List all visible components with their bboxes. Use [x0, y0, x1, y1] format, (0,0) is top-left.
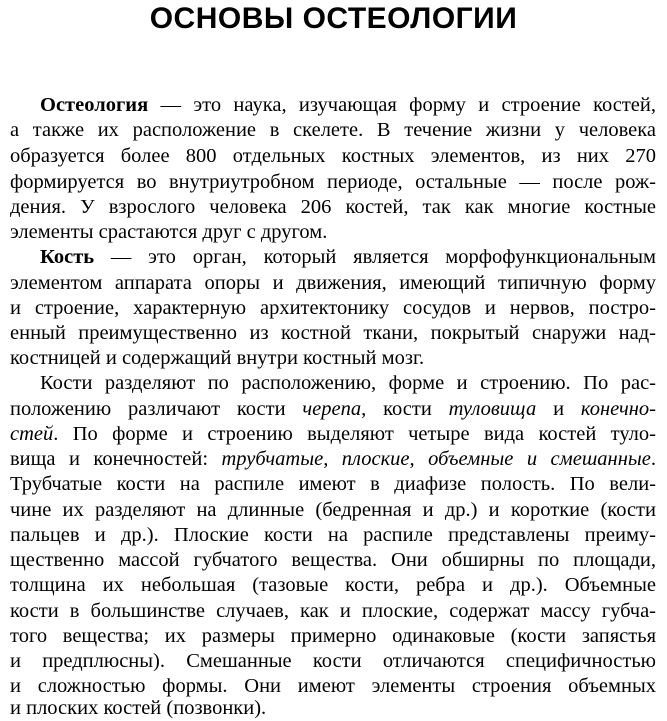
text-span: и [536, 398, 581, 420]
text-line: толщина их небольшая (тазовые кости, ребра и др.). Объемные [10, 574, 656, 596]
text-line: элементы срастаются друг с другом. [10, 221, 328, 243]
text-line: того вещества; их размеры примерно одинаковые (кости запястья [10, 625, 656, 647]
text-line: щественно массой губчатого вещества. Они обширны по площади, [10, 549, 656, 571]
text-line [10, 447, 656, 471]
text-line: а также их расположение в скелете. В течение жизни у человека [10, 119, 656, 141]
text-line: пальцев и др.). Плоские кости на распиле представлены преиму- [10, 524, 656, 546]
text-line: костницей и содержащий внутри костный мозг. [10, 347, 425, 369]
text-line: Кости разделяют по расположению, форме и строению. По рас- [40, 372, 656, 394]
text-line: кости в большинстве случаев, как и плоские, содержат массу губча- [10, 600, 656, 622]
italic-term: туловища [448, 398, 537, 420]
text-line: енный преимущественно из костной ткани, покрытый снаружи над- [10, 322, 656, 344]
text-span: — это наука, изучающая форму и строение костей, [148, 94, 656, 116]
text-line [10, 422, 656, 446]
text-line: и плоских костей (позвонки). [10, 697, 267, 719]
text-span: . По форме и строению выделяют четыре вида костей туло- [53, 423, 656, 445]
text-line: формируется во внутриутробном периоде, остальные — после рож- [10, 171, 656, 193]
text-span: . [650, 448, 656, 470]
text-line: Трубчатые кости на распиле имеют в диафизе полость. По вели- [10, 473, 656, 495]
term-osteology: Остеология [40, 94, 149, 116]
italic-term: черепа [302, 398, 362, 420]
text-span: , кости [361, 398, 449, 420]
text-span: — это орган, который является морфофункциональным [94, 246, 656, 268]
text-line: дения. У взрослого человека 206 костей, так как многие костные [10, 196, 656, 218]
text-line: и предплюсны). Смешанные кости отличаются специфичностью [10, 650, 656, 672]
page-title: ОСНОВЫ ОСТЕОЛОГИИ [149, 2, 518, 35]
text-line [10, 397, 656, 421]
text-line [10, 245, 656, 269]
text-span: положению различают кости [10, 398, 303, 420]
text-line: и строение, характерную архитектонику сосудов и нервов, постро- [10, 297, 656, 319]
text-line: образуется более 800 отдельных костных элементов, из них 270 [10, 145, 656, 167]
text-line: чине их разделяют на длинные (бедренная и др.) и короткие (кости [10, 499, 656, 521]
text-span: вища и конечностей: [10, 448, 222, 470]
term-bone: Кость [40, 246, 95, 268]
italic-term: трубчатые, плоские, объемные и смешанные [221, 448, 651, 470]
italic-term: конечно- [580, 398, 656, 420]
italic-term: стей [10, 423, 54, 445]
text-line: элементом аппарата опоры и движения, имеющий типичную форму [10, 272, 656, 294]
text-line [10, 93, 656, 117]
text-line: и сложностью формы. Они имеют элементы строения объемных [10, 675, 656, 697]
